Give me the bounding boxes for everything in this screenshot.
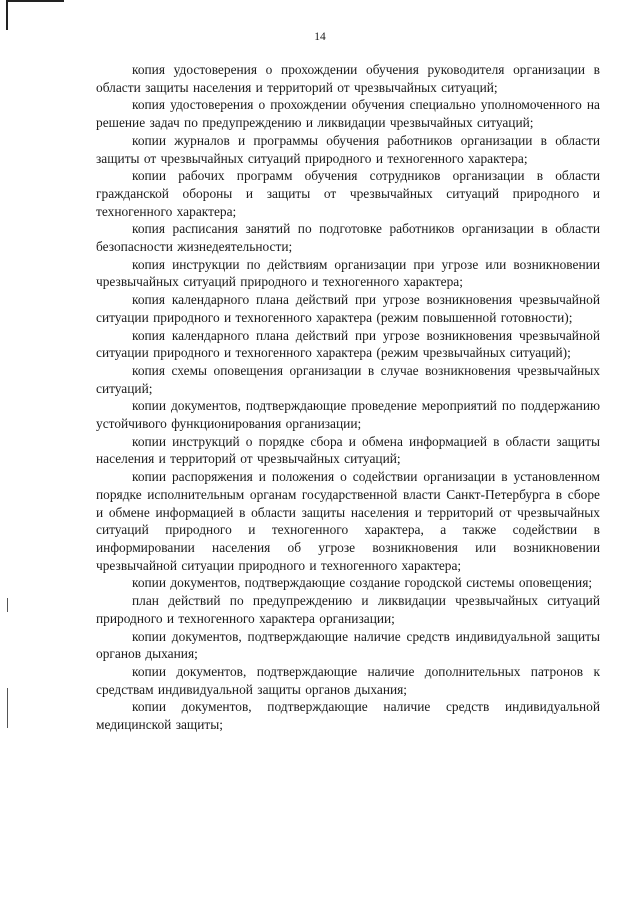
list-item: копии распоряжения и положения о содействии организации в установленном порядке исполнительным органам государственной власти Санкт-Петербурга в сборе и обмене информацией в области защиты населения и территорий от чрезвычайных ситуаций природного и техногенного характера, а также содействии в информировании населения об угрозе возникновения или возникновении чрезвычайной ситуации природного и техногенного характера; xyxy=(96,469,600,573)
list-item: копия инструкции по действиям организации при угрозе или возникновении чрезвычайных ситуаций природного и техногенного характера; xyxy=(96,256,600,290)
list-item: копии документов, подтверждающие наличие средств индивидуальной медицинской защиты; xyxy=(96,699,600,733)
list-item: копия расписания занятий по подготовке работников организации в области безопасности жизнедеятельности; xyxy=(96,221,600,255)
list-item: копии инструкций о порядке сбора и обмена информацией в области защиты населения и территорий от чрезвычайных ситуаций; xyxy=(96,433,600,467)
margin-scan-mark xyxy=(7,688,8,728)
list-item: копии документов, подтверждающие наличие средств индивидуальной защиты органов дыхания; xyxy=(96,628,600,662)
list-item: копии документов, подтверждающие создание городской системы оповещения; xyxy=(132,575,593,591)
list-item: копии документов, подтверждающие наличие дополнительных патронов к средствам индивидуальной защиты органов дыхания; xyxy=(96,663,600,697)
list-item: копии журналов и программы обучения работников организации в области защиты от чрезвычайных ситуаций природного и техногенного характера; xyxy=(96,132,600,166)
list-item: копия удостоверения о прохождении обучения руководителя организации в области защиты населения и территорий от чрезвычайных ситуаций; xyxy=(96,62,600,95)
document-body xyxy=(96,61,600,734)
list-item: план действий по предупреждению и ликвидации чрезвычайных ситуаций природного и техногенного характера организации; xyxy=(96,593,600,626)
list-item: копии рабочих программ обучения сотрудников организации в области гражданской обороны и защиты от чрезвычайных ситуаций природного и техногенного характера; xyxy=(96,168,600,219)
list-item: копия схемы оповещения организации в случае возникновения чрезвычайных ситуаций; xyxy=(96,362,600,396)
list-item: копии документов, подтверждающие проведение мероприятий по поддержанию устойчивого функционирования организации; xyxy=(96,398,600,432)
margin-scan-mark xyxy=(7,598,8,612)
page-number: 14 xyxy=(314,31,326,43)
corner-crop-mark xyxy=(6,0,64,2)
list-item: копия календарного плана действий при угрозе возникновения чрезвычайной ситуации природного и техногенного характера (режим повышенной готовности); xyxy=(96,292,600,325)
corner-crop-mark-vertical xyxy=(6,0,8,30)
list-item: копия удостоверения о прохождении обучения специально уполномоченного на решение задач по предупреждению и ликвидации чрезвычайных ситуаций; xyxy=(96,97,600,131)
list-item: копия календарного плана действий при угрозе возникновения чрезвычайной ситуации природного и техногенного характера (режим чрезвычайных ситуаций); xyxy=(96,327,600,361)
